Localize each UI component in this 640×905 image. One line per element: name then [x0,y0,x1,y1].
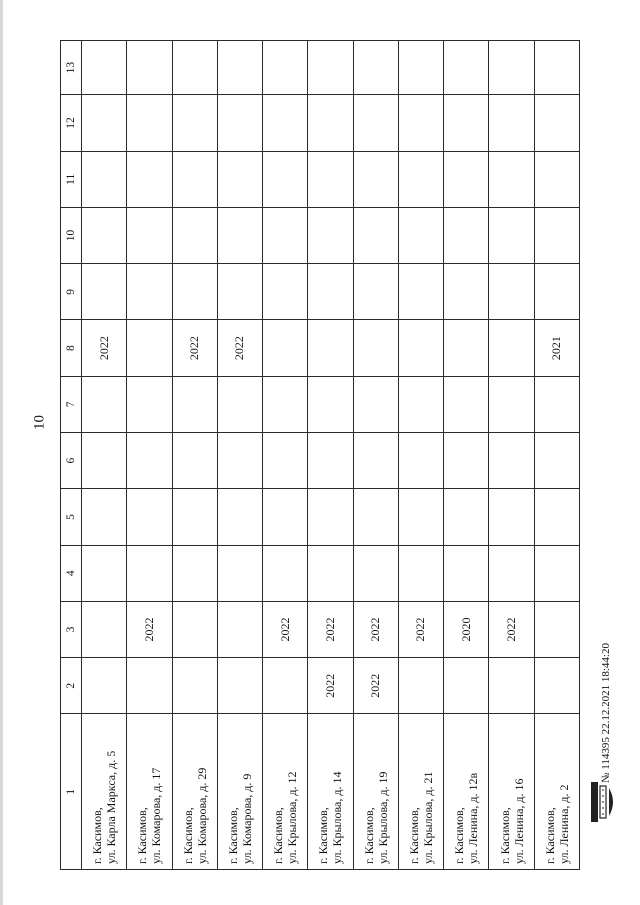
year-cell-col-8: 2022 [172,320,217,376]
year-cell-col-3 [82,601,127,657]
year-cell-col-10 [444,207,489,263]
address-cell [127,714,172,870]
year-cell-col-7 [263,376,308,432]
year-cell-col-2 [534,658,579,714]
year-cell-col-12 [444,95,489,151]
year-cell-col-7 [308,376,353,432]
year-cell-col-8 [353,320,398,376]
year-cell-col-5 [489,489,534,545]
address-cell [444,714,489,870]
registration-stamp [596,583,616,783]
year-cell-col-5 [534,489,579,545]
year-cell-col-3 [534,601,579,657]
year-cell-col-12 [534,95,579,151]
address-street: ул. Крылова, д. 12 [285,771,300,864]
table-body [82,41,580,870]
column-header-5: 5 [61,489,82,545]
registration-stamp-text: № 114395 22.12.2021 18:44:20 [600,643,612,783]
year-cell-col-2 [398,658,443,714]
year-cell-col-4 [172,545,217,601]
column-header-1: 1 [61,714,82,870]
column-header-10: 10 [61,207,82,263]
table-row [82,41,127,870]
year-cell-col-8 [127,320,172,376]
year-cell-col-11 [489,151,534,207]
year-cell-col-10 [82,207,127,263]
year-cell-col-2 [127,658,172,714]
year-cell-col-13 [172,41,217,95]
year-cell-col-2 [489,658,534,714]
year-cell-col-10 [127,207,172,263]
year-cell-col-13 [308,41,353,95]
year-cell-col-6 [82,433,127,489]
column-header-4: 4 [61,545,82,601]
address-city: г. Касимов, [90,807,105,864]
column-header-11: 11 [61,151,82,207]
year-cell-col-10 [172,207,217,263]
year-cell-col-8: 2022 [82,320,127,376]
table-row [172,41,217,870]
column-header-9: 9 [61,264,82,320]
year-cell-col-9 [534,264,579,320]
address-cell [82,714,127,870]
year-cell-col-3: 2022 [398,601,443,657]
address-street: ул. Комарова, д. 17 [149,767,164,864]
year-cell-col-10 [534,207,579,263]
column-header-7: 7 [61,376,82,432]
address-city: г. Касимов, [316,807,331,864]
year-cell-col-2: 2022 [353,658,398,714]
address-street: ул. Ленина, д. 12в [466,772,481,864]
year-cell-col-2 [172,658,217,714]
year-cell-col-4 [534,545,579,601]
year-cell-col-13 [398,41,443,95]
year-cell-col-12 [308,95,353,151]
year-cell-col-2 [263,658,308,714]
year-cell-col-13 [217,41,262,95]
year-cell-col-12 [172,95,217,151]
year-cell-col-7 [127,376,172,432]
year-cell-col-4 [217,545,262,601]
table-row [534,41,579,870]
rotated-table-container [60,40,580,870]
year-cell-col-8: 2022 [217,320,262,376]
address-city: г. Касимов, [271,807,286,864]
address-city: г. Касимов, [135,807,150,864]
year-cell-col-4 [444,545,489,601]
year-cell-col-5 [353,489,398,545]
year-cell-col-6 [489,433,534,489]
table-row [127,41,172,870]
year-cell-col-13 [534,41,579,95]
year-cell-col-5 [444,489,489,545]
address-city: г. Касимов, [542,807,557,864]
year-cell-col-6 [308,433,353,489]
year-cell-col-8 [444,320,489,376]
address-cell [263,714,308,870]
table-row [353,41,398,870]
year-cell-col-3: 2022 [489,601,534,657]
year-cell-col-9 [489,264,534,320]
year-cell-col-12 [398,95,443,151]
year-cell-col-11 [444,151,489,207]
address-street: ул. Крылова, д. 21 [420,771,435,864]
year-cell-col-8 [398,320,443,376]
scan-page-edge [0,0,3,905]
address-city: г. Касимов, [361,807,376,864]
address-city: г. Касимов, [225,807,240,864]
year-cell-col-11 [263,151,308,207]
year-cell-col-7 [398,376,443,432]
year-cell-col-10 [263,207,308,263]
year-cell-col-5 [172,489,217,545]
year-cell-col-12 [127,95,172,151]
year-cell-col-5 [263,489,308,545]
year-cell-col-7 [534,376,579,432]
table-row [489,41,534,870]
year-cell-col-3: 2022 [127,601,172,657]
year-cell-col-3: 2022 [353,601,398,657]
year-cell-col-10 [308,207,353,263]
year-cell-col-11 [217,151,262,207]
column-header-8: 8 [61,320,82,376]
address-city: г. Касимов, [497,807,512,864]
table-row [444,41,489,870]
year-cell-col-9 [127,264,172,320]
address-cell [172,714,217,870]
year-cell-col-9 [82,264,127,320]
address-cell [217,714,262,870]
year-cell-col-6 [398,433,443,489]
address-street: ул. Комарова, д. 29 [194,767,209,864]
year-cell-col-7 [172,376,217,432]
address-street: ул. Карла Маркса, д. 5 [104,750,119,864]
year-cell-col-12 [82,95,127,151]
column-header-6: 6 [61,433,82,489]
year-cell-col-12 [263,95,308,151]
year-cell-col-4 [353,545,398,601]
year-cell-col-11 [308,151,353,207]
year-cell-col-6 [444,433,489,489]
year-cell-col-11 [534,151,579,207]
year-cell-col-2: 2022 [308,658,353,714]
year-cell-col-6 [217,433,262,489]
year-cell-col-9 [263,264,308,320]
table-row [308,41,353,870]
document-registration-logo-icon [587,780,617,824]
year-cell-col-7 [82,376,127,432]
address-cell [489,714,534,870]
year-cell-col-13 [263,41,308,95]
year-cell-col-3 [217,601,262,657]
year-cell-col-4 [127,545,172,601]
year-cell-col-3: 2022 [308,601,353,657]
year-cell-col-11 [353,151,398,207]
year-cell-col-13 [127,41,172,95]
year-cell-col-6 [172,433,217,489]
column-header-3: 3 [61,601,82,657]
year-cell-col-7 [217,376,262,432]
year-cell-col-6 [353,433,398,489]
address-street: ул. Ленина, д. 2 [556,784,571,864]
year-cell-col-11 [398,151,443,207]
year-cell-col-13 [353,41,398,95]
year-cell-col-4 [82,545,127,601]
year-cell-col-6 [534,433,579,489]
year-cell-col-5 [82,489,127,545]
year-cell-col-11 [82,151,127,207]
year-cell-col-3 [172,601,217,657]
address-street: ул. Крылова, д. 19 [375,771,390,864]
year-cell-col-4 [489,545,534,601]
year-cell-col-9 [217,264,262,320]
year-cell-col-2 [217,658,262,714]
year-cell-col-8 [263,320,308,376]
address-city: г. Касимов, [180,807,195,864]
year-cell-col-13 [82,41,127,95]
column-header-12: 12 [61,95,82,151]
year-cell-col-4 [308,545,353,601]
address-cell [398,714,443,870]
year-cell-col-6 [263,433,308,489]
year-cell-col-12 [489,95,534,151]
year-cell-col-9 [172,264,217,320]
table-row [263,41,308,870]
year-cell-col-7 [353,376,398,432]
year-cell-col-9 [444,264,489,320]
table-row [217,41,262,870]
year-cell-col-8: 2021 [534,320,579,376]
address-street: ул. Комарова, д. 9 [239,773,254,864]
year-cell-col-9 [308,264,353,320]
year-cell-col-6 [127,433,172,489]
year-cell-col-5 [127,489,172,545]
address-cell [534,714,579,870]
year-cell-col-3: 2022 [263,601,308,657]
year-cell-col-2 [444,658,489,714]
address-city: г. Касимов, [406,807,421,864]
year-cell-col-5 [398,489,443,545]
year-cell-col-3: 2020 [444,601,489,657]
year-cell-col-5 [308,489,353,545]
year-cell-col-11 [172,151,217,207]
column-header-2: 2 [61,658,82,714]
year-cell-col-7 [489,376,534,432]
address-city: г. Касимов, [452,807,467,864]
table-row [398,41,443,870]
year-cell-col-12 [353,95,398,151]
address-street: ул. Ленина, д. 16 [511,778,526,864]
year-cell-col-8 [308,320,353,376]
year-cell-col-2 [82,658,127,714]
year-cell-col-13 [489,41,534,95]
year-cell-col-13 [444,41,489,95]
year-cell-col-10 [489,207,534,263]
year-cell-col-8 [489,320,534,376]
year-cell-col-11 [127,151,172,207]
year-cell-col-10 [217,207,262,263]
year-cell-col-4 [263,545,308,601]
year-cell-col-9 [353,264,398,320]
year-cell-col-9 [398,264,443,320]
year-cell-col-4 [398,545,443,601]
schedule-table [60,40,580,870]
address-street: ул. Крылова, д. 14 [330,771,345,864]
page-number: 10 [31,415,48,430]
year-cell-col-7 [444,376,489,432]
column-header-13: 13 [61,41,82,95]
year-cell-col-5 [217,489,262,545]
address-cell [308,714,353,870]
year-cell-col-10 [398,207,443,263]
table-header-row [61,41,82,870]
year-cell-col-10 [353,207,398,263]
year-cell-col-12 [217,95,262,151]
address-cell [353,714,398,870]
